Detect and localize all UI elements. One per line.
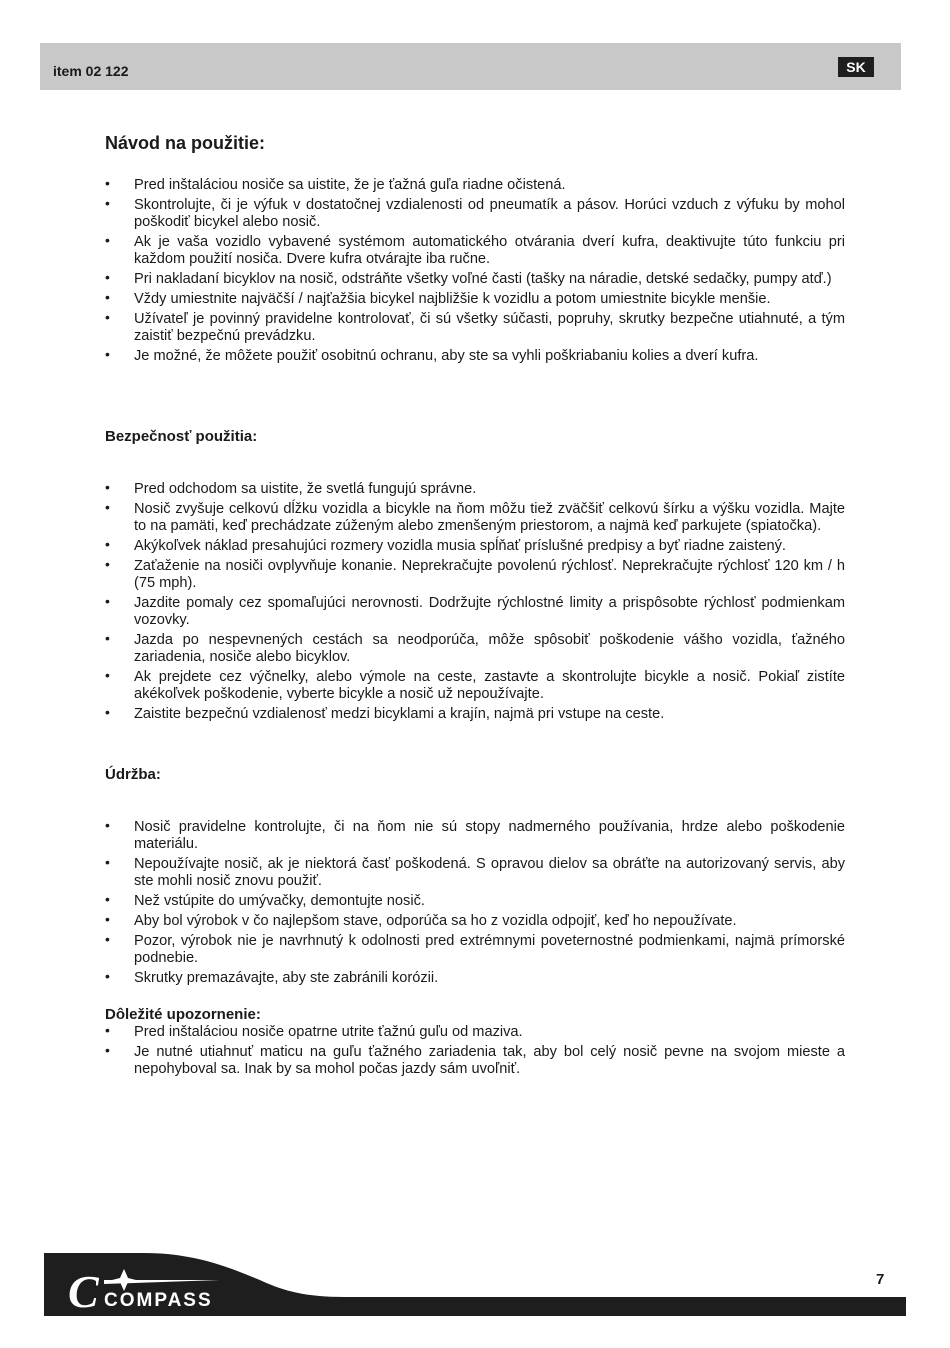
list-item: • Aby bol výrobok v čo najlepšom stave, odporúča sa ho z vozidla odpojiť, keď ho nepoužívate. xyxy=(105,913,845,930)
footer-logo xyxy=(44,1253,906,1322)
list-item: • Zaťaženie na nosiči ovplyvňuje konanie. Neprekračujte povolenú rýchlosť. Neprekračujte rýchlosť 120 km / h (75 mph). xyxy=(105,558,845,592)
list-item: • Zaistite bezpečnú vzdialenosť medzi bicyklami a krajín, najmä pri vstupe na ceste. xyxy=(105,706,845,723)
list-item: • Je nutné utiahnuť maticu na guľu ťažného zariadenia tak, aby bol celý nosič pevne na svojom mieste a nepohyboval sa. Inak by sa mohol počas jazdy sám uvoľniť. xyxy=(105,1044,845,1078)
important-title: Dôležité upozornenie: xyxy=(105,1006,261,1023)
usage-list xyxy=(105,177,845,365)
safety-title: Bezpečnosť použitia: xyxy=(105,428,258,445)
list-item: • Nepoužívajte nosič, ak je niektorá časť poškodená. S opravou dielov sa obráťte na autorizovaný servis, aby ste mohli nosič znovu použiť. xyxy=(105,856,845,890)
list-item: • Skontrolujte, či je výfuk v dostatočnej vzdialenosti od pneumatík a pásov. Horúci vzduch z výfuku by mohol poškodiť bicykel alebo nosič. xyxy=(105,197,845,231)
list-item: • Pri nakladaní bicyklov na nosič, odstráňte všetky voľné časti (tašky na náradie, detské sedačky, pumpy atď.) xyxy=(105,271,845,288)
list-item: • Pozor, výrobok nie je navrhnutý k odolnosti pred extrémnymi poveternostné podmienkami, najmä prímorské podnebie. xyxy=(105,933,845,967)
safety-list xyxy=(105,481,845,723)
list-item: • Je možné, že môžete použiť osobitnú ochranu, aby ste sa vyhli poškriabaniu kolies a dverí kufra. xyxy=(105,348,845,365)
list-item: • Ak prejdete cez výčnelky, alebo výmole na ceste, zastavte a skontrolujte bicykle a nosič. Pokiaľ zistíte akékoľvek poškodenie, vyberte bicykle a nosič už nepoužívajte. xyxy=(105,669,845,703)
list-item: • Vždy umiestnite najväčší / najťažšia bicykel najbližšie k vozidlu a potom umiestnite bicykle menšie. xyxy=(105,291,845,308)
list-item: • Než vstúpite do umývačky, demontujte nosič. xyxy=(105,893,845,910)
maintenance-list xyxy=(105,819,845,987)
list-item: • Akýkoľvek náklad presahujúci rozmery vozidla musia spĺňať príslušné predpisy a byť riadne zaistený. xyxy=(105,538,845,555)
maintenance-title: Údržba: xyxy=(105,766,161,783)
svg-text:C: C xyxy=(68,1266,99,1317)
list-item: • Užívateľ je povinný pravidelne kontrolovať, či sú všetky súčasti, popruhy, skrutky bezpečne utiahnuté, a tým zaistiť bezpečnú prevádzku. xyxy=(105,311,845,345)
page-title: Návod na použitie: xyxy=(105,133,266,153)
list-item: • Ak je vaša vozidlo vybavené systémom automatického otvárania dverí kufra, deaktivujte túto funkciu pri každom použití nosiča. Dvere kufra otvárajte iba ručne. xyxy=(105,234,845,268)
list-item: • Nosič pravidelne kontrolujte, či na ňom nie sú stopy nadmerného používania, hrdze alebo poškodenie materiálu. xyxy=(105,819,845,853)
brand-name: COMPASS xyxy=(104,1290,213,1311)
item-code: item 02 122 xyxy=(53,63,129,79)
list-item: • Pred odchodom sa uistite, že svetlá fungujú správne. xyxy=(105,481,845,498)
language-badge: SK xyxy=(838,57,874,77)
list-item: • Pred inštaláciou nosiče sa uistite, že je ťažná guľa riadne očistená. xyxy=(105,177,845,194)
list-item: • Skrutky premazávajte, aby ste zabránili korózii. xyxy=(105,970,845,987)
page-number: 7 xyxy=(876,1271,885,1288)
list-item: • Pred inštaláciou nosiče opatrne utrite ťažnú guľu od maziva. xyxy=(105,1024,845,1041)
list-item: • Jazda po nespevnených cestách sa neodporúča, môže spôsobiť poškodenie vášho vozidla, ťažného zariadenia, nosiče alebo bicyklov. xyxy=(105,632,845,666)
header-bar xyxy=(40,43,901,90)
list-item: • Nosič zvyšuje celkovú dĺžku vozidla a bicykle na ňom môžu tiež zväčšiť celkovú šírku a výšku vozidla. Majte to na pamäti, keď prechádzate zúženým alebo zmenšeným priestorom, a najmä keď parkujete (spiatočka). xyxy=(105,501,845,535)
list-item: • Jazdite pomaly cez spomaľujúci nerovnosti. Dodržujte rýchlostné limity a prispôsobte rýchlosť podmienkam vozovky. xyxy=(105,595,845,629)
manual-content xyxy=(105,132,845,1081)
compass-logo-graphic xyxy=(44,1253,906,1317)
important-list xyxy=(105,1024,845,1078)
